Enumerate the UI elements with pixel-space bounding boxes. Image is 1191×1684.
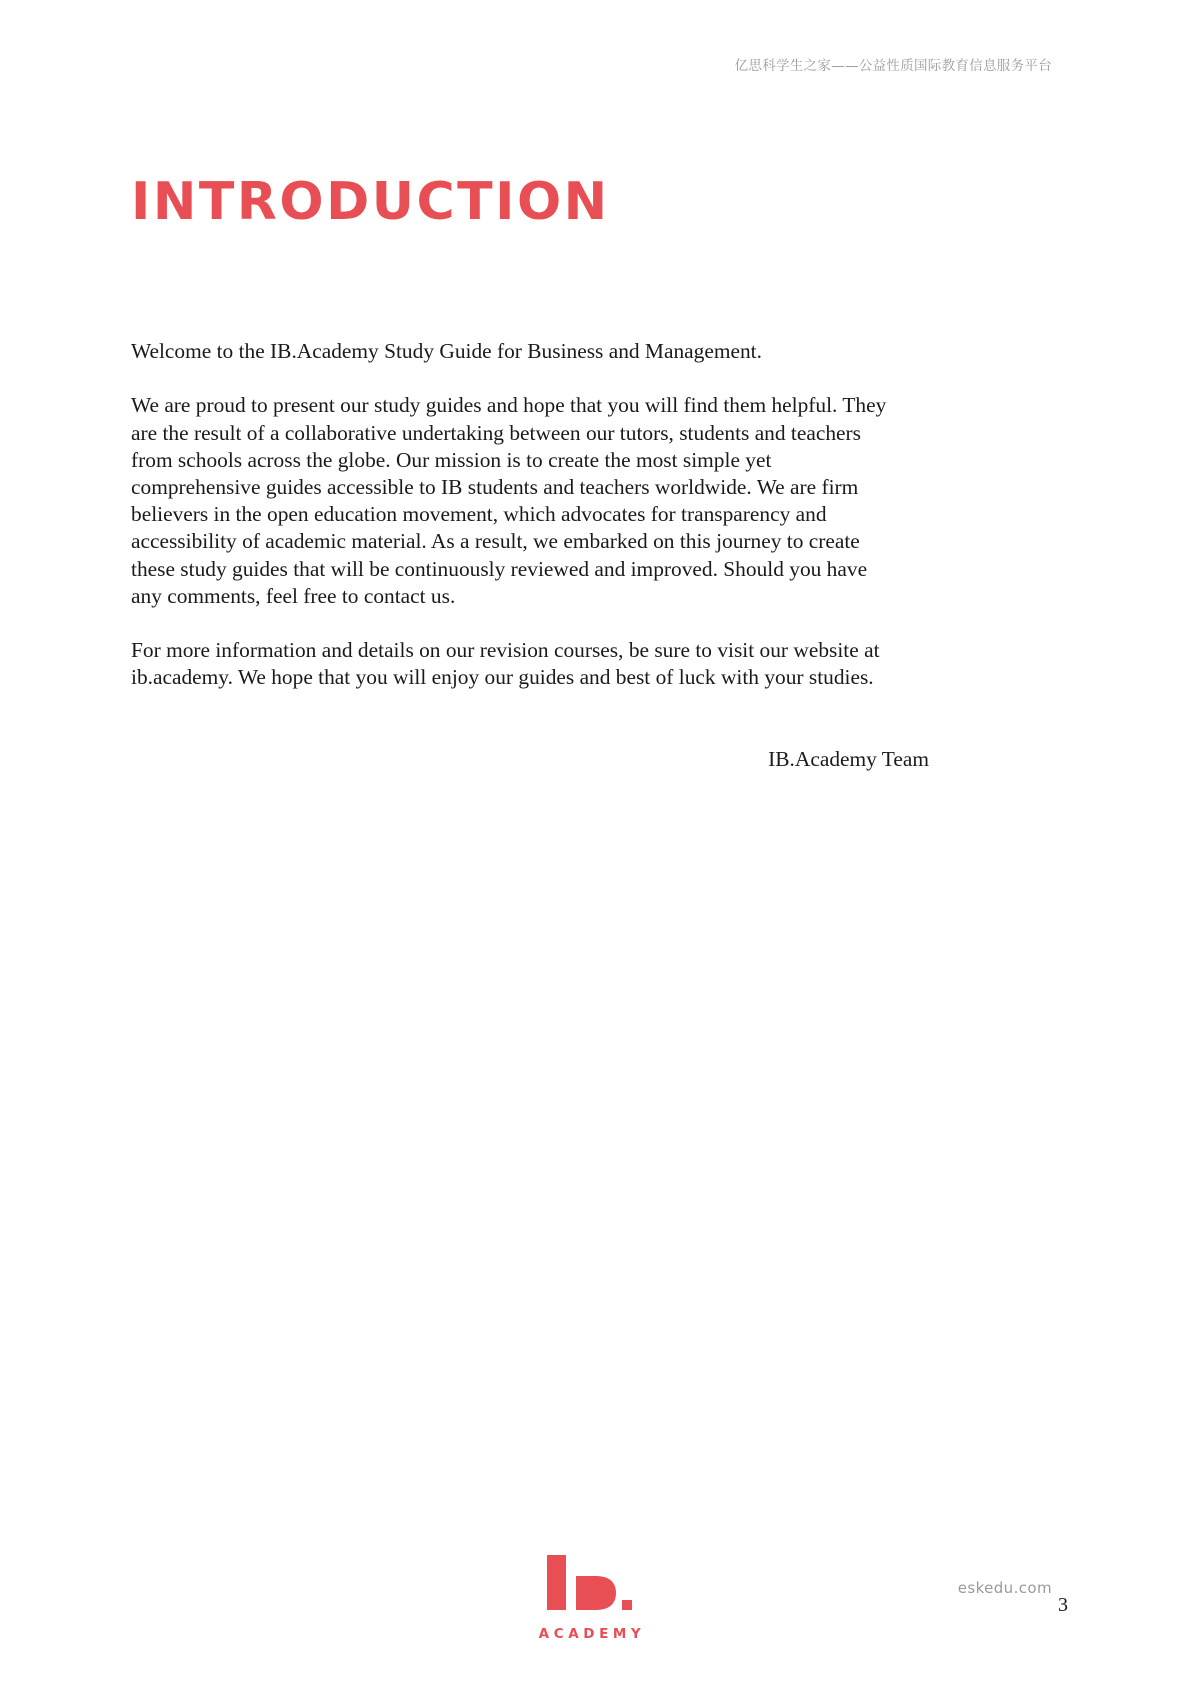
- paragraph-line: For more information and details on our revision courses, be sure to visit our website at: [131, 638, 880, 663]
- paragraph-line: ib.academy. We hope that you will enjoy our guides and best of luck with your studies.: [131, 665, 874, 690]
- logo-academy-text: ACADEMY: [538, 1626, 646, 1642]
- site-url: eskedu.com: [957, 1579, 1052, 1597]
- paragraph-line: these study guides that will be continuously reviewed and improved. Should you have: [131, 556, 868, 581]
- page-title: INTRODUCTION: [131, 172, 610, 232]
- paragraph-line: from schools across the globe. Our mission is to create the most simple yet: [131, 447, 772, 472]
- mission-paragraph: [131, 392, 931, 610]
- closing-paragraph: [131, 637, 931, 691]
- paragraph-line: any comments, feel free to contact us.: [131, 583, 456, 608]
- paragraph-line: are the result of a collaborative undertaking between our tutors, students and teachers: [131, 420, 861, 445]
- paragraph-line: We are proud to present our study guides and hope that you will find them helpful. They: [131, 393, 887, 418]
- paragraph-line: comprehensive guides accessible to IB students and teachers worldwide. We are firm: [131, 475, 859, 499]
- header-watermark-note: 亿思科学生之家——公益性质国际教育信息服务平台: [734, 58, 1052, 74]
- paragraph-line: believers in the open education movement, which advocates for transparency and: [131, 502, 827, 527]
- ib-academy-logo: [538, 1553, 658, 1645]
- intro-body: [131, 338, 931, 692]
- signature: IB.Academy Team: [768, 747, 929, 771]
- welcome-paragraph: Welcome to the IB.Academy Study Guide for Business and Management.: [131, 339, 762, 363]
- page-number: 3: [1058, 1594, 1068, 1616]
- paragraph-line: accessibility of academic material. As a result, we embarked on this journey to create: [131, 529, 860, 554]
